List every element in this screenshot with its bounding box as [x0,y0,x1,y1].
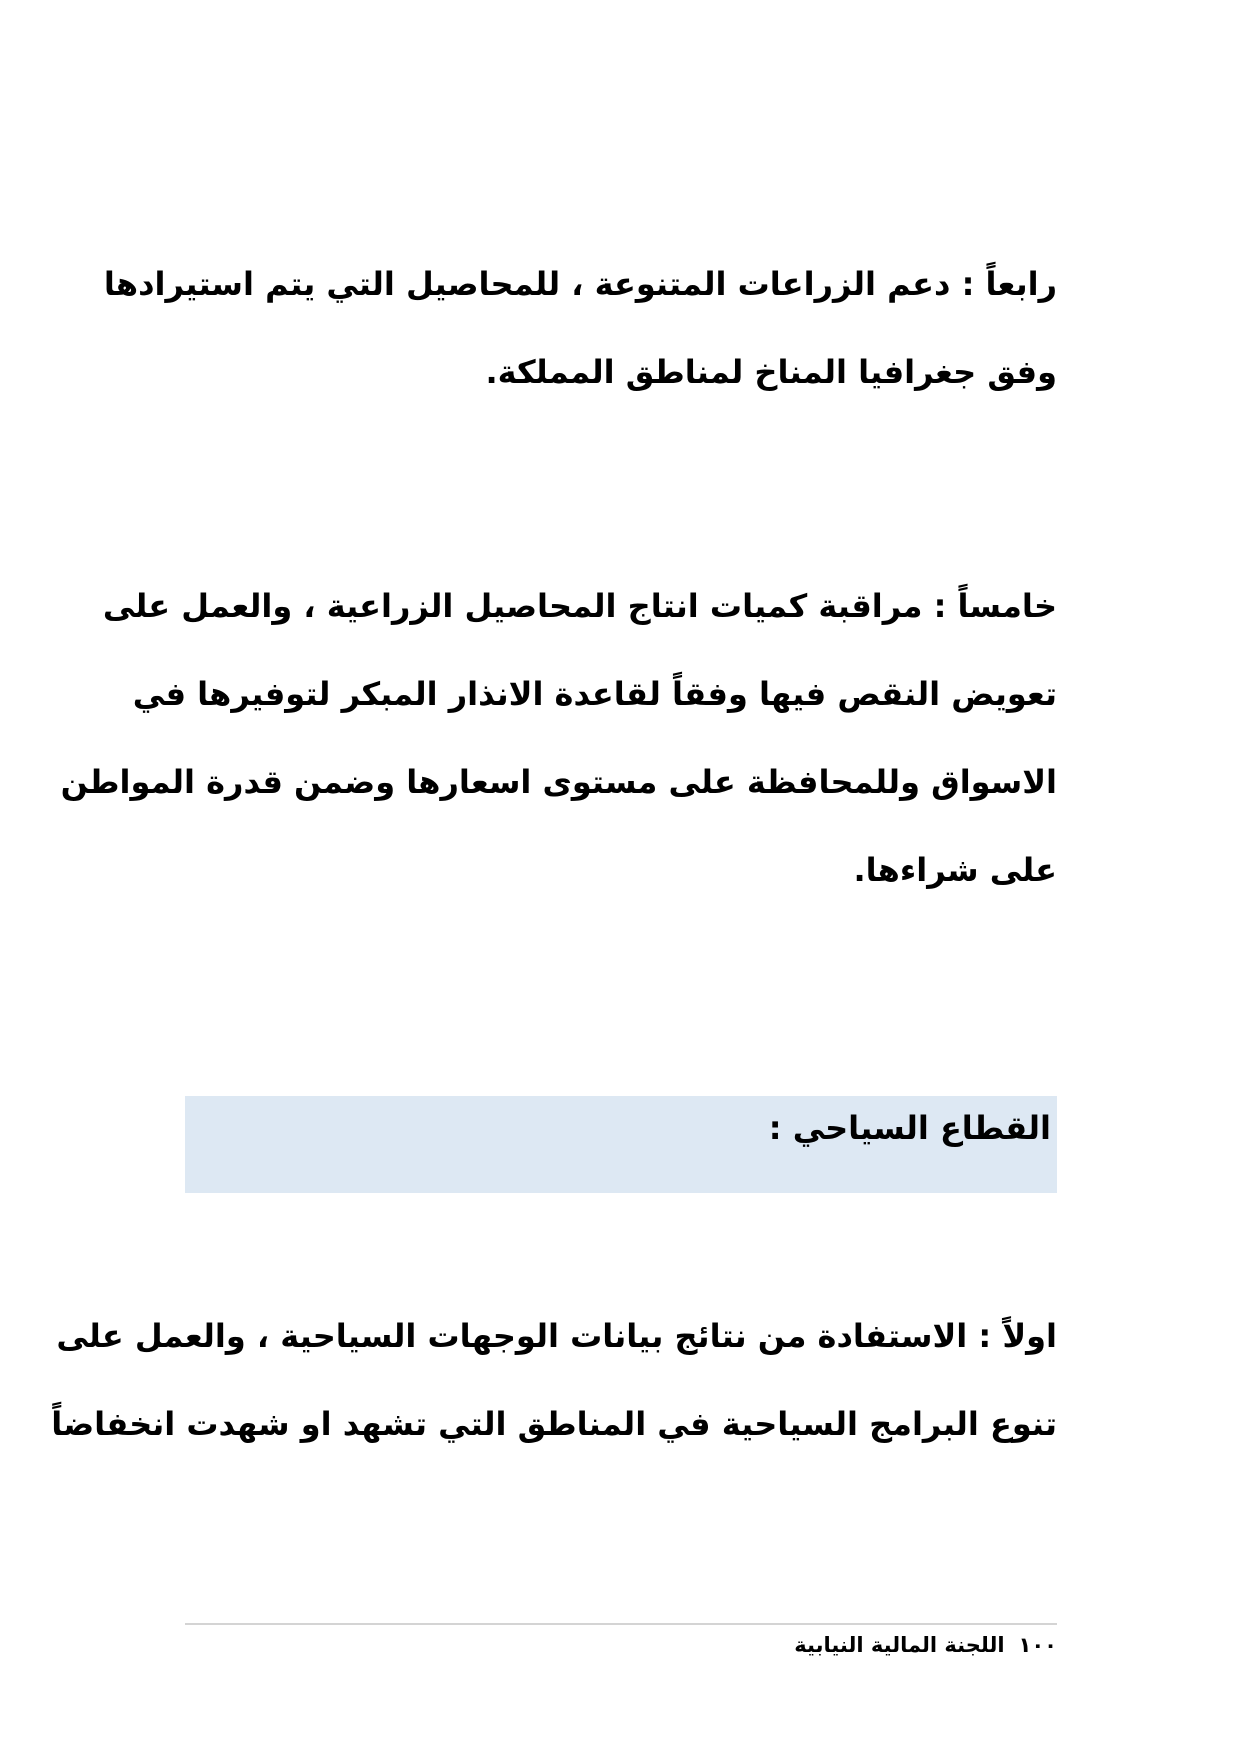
page-number: ١٠٠ [1018,1633,1057,1657]
page-footer [185,1623,1057,1662]
paragraph-line: تعويض النقص فيها وفقاً لقاعدة الانذار المبكر لتوفيرها في [132,675,1057,713]
footer-committee-label: اللجنة المالية النيابية [794,1633,1005,1657]
paragraph-line: تنوع البرامج السياحية في المناطق التي تشهد او شهدت انخفاضاً [51,1405,1057,1443]
section-header-tourism [185,1096,1057,1193]
paragraph-line: خامساً : مراقبة كميات انتاج المحاصيل الزراعية ، والعمل على [102,587,1057,625]
paragraph-line: رابعاً : دعم الزراعات المتنوعة ، للمحاصيل التي يتم استيرادها [103,265,1057,303]
paragraph-line: اولاً : الاستفادة من نتائج بيانات الوجهات السياحية ، والعمل على [56,1317,1057,1355]
paragraph-line: الاسواق وللمحافظة على مستوى اسعارها وضمن قدرة المواطن [60,763,1057,801]
paragraph-fourth-clause [103,240,1057,416]
paragraph-line: على شراءها. [853,851,1057,889]
footer-text [185,1628,1057,1662]
paragraph-fifth-clause [60,562,1057,914]
section-heading-text: القطاع السياحي : [768,1109,1051,1147]
paragraph-first-clause-tourism [51,1292,1057,1468]
paragraph-line: وفق جغرافيا المناخ لمناطق المملكة. [485,353,1057,391]
